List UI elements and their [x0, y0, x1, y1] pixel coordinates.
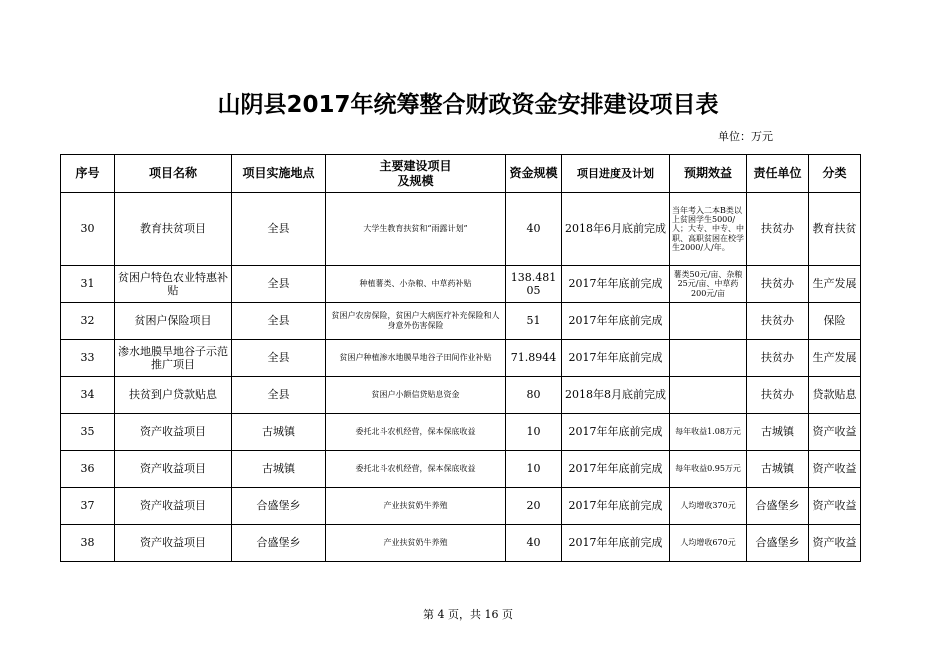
table-row [61, 266, 861, 303]
cell-name: 资产收益项目 [115, 414, 232, 451]
cell-no: 37 [61, 488, 115, 525]
cell-benefit [670, 340, 747, 377]
cell-progress: 2017年年底前完成 [562, 488, 670, 525]
cell-no: 36 [61, 451, 115, 488]
cell-name: 资产收益项目 [115, 525, 232, 562]
cell-no: 35 [61, 414, 115, 451]
cell-progress: 2017年年底前完成 [562, 340, 670, 377]
cell-benefit [670, 303, 747, 340]
unit-label: 单位：万元 [718, 130, 773, 143]
cell-benefit [670, 377, 747, 414]
cell-name: 扶贫到户贷款贴息 [115, 377, 232, 414]
cell-amount: 20 [506, 488, 562, 525]
cell-benefit: 人均增收370元 [670, 488, 747, 525]
cell-no: 38 [61, 525, 115, 562]
table-row [61, 525, 861, 562]
table-row [61, 488, 861, 525]
cell-dept: 扶贫办 [747, 377, 809, 414]
cell-name: 教育扶贫项目 [115, 193, 232, 266]
cell-content: 贫困户小额信贷贴息资金 [326, 377, 506, 414]
cell-progress: 2017年年底前完成 [562, 525, 670, 562]
header-no: 序号 [61, 155, 115, 193]
cell-no: 30 [61, 193, 115, 266]
cell-dept: 古城镇 [747, 451, 809, 488]
header-benefit: 预期效益 [670, 155, 747, 193]
cell-benefit: 当年考入二本B类以上贫困学生5000/人；大专、中专、中职、高职贫困在校学生2000/人/年。 [670, 193, 747, 266]
header-progress: 项目进度及计划 [562, 155, 670, 193]
cell-location: 合盛堡乡 [232, 488, 326, 525]
cell-amount: 71.8944 [506, 340, 562, 377]
cell-category: 生产发展 [809, 266, 861, 303]
header-row [61, 155, 861, 193]
cell-no: 31 [61, 266, 115, 303]
cell-content: 大学生教育扶贫和“雨露计划” [326, 193, 506, 266]
cell-dept: 扶贫办 [747, 303, 809, 340]
cell-content: 委托北斗农机经营，保本保底收益 [326, 414, 506, 451]
cell-progress: 2018年6月底前完成 [562, 193, 670, 266]
cell-no: 33 [61, 340, 115, 377]
cell-name: 贫困户特色农业特惠补贴 [115, 266, 232, 303]
cell-name: 资产收益项目 [115, 451, 232, 488]
cell-name: 贫困户保险项目 [115, 303, 232, 340]
header-content: 主要建设项目 及规模 [326, 155, 506, 193]
cell-dept: 合盛堡乡 [747, 525, 809, 562]
cell-progress: 2017年年底前完成 [562, 303, 670, 340]
cell-location: 古城镇 [232, 414, 326, 451]
cell-progress: 2017年年底前完成 [562, 414, 670, 451]
cell-content: 贫困户农房保险，贫困户大病医疗补充保险和人身意外伤害保险 [326, 303, 506, 340]
cell-dept: 扶贫办 [747, 266, 809, 303]
cell-location: 全县 [232, 340, 326, 377]
cell-location: 全县 [232, 303, 326, 340]
cell-benefit: 每年收益1.08万元 [670, 414, 747, 451]
cell-benefit: 每年收益0.95万元 [670, 451, 747, 488]
cell-location: 合盛堡乡 [232, 525, 326, 562]
cell-category: 教育扶贫 [809, 193, 861, 266]
cell-benefit: 薯类50元/亩、杂粮25元/亩、中草药200元/亩 [670, 266, 747, 303]
cell-content: 贫困户种植渗水地膜旱地谷子田间作业补贴 [326, 340, 506, 377]
cell-dept: 扶贫办 [747, 340, 809, 377]
table-row [61, 303, 861, 340]
cell-amount: 10 [506, 451, 562, 488]
cell-progress: 2018年8月底前完成 [562, 377, 670, 414]
cell-dept: 扶贫办 [747, 193, 809, 266]
table-row [61, 193, 861, 266]
cell-category: 保险 [809, 303, 861, 340]
header-dept: 责任单位 [747, 155, 809, 193]
cell-no: 32 [61, 303, 115, 340]
cell-name: 渗水地膜旱地谷子示范推广项目 [115, 340, 232, 377]
cell-content: 产业扶贫奶牛养殖 [326, 525, 506, 562]
cell-amount: 40 [506, 193, 562, 266]
page-title: 山阴县2017年统筹整合财政资金安排建设项目表 [217, 92, 719, 118]
cell-amount: 51 [506, 303, 562, 340]
cell-content: 种植薯类、小杂粮、中草药补贴 [326, 266, 506, 303]
cell-content: 产业扶贫奶牛养殖 [326, 488, 506, 525]
header-name: 项目名称 [115, 155, 232, 193]
cell-category: 贷款贴息 [809, 377, 861, 414]
cell-amount: 40 [506, 525, 562, 562]
table-row [61, 377, 861, 414]
cell-amount: 80 [506, 377, 562, 414]
table-row [61, 340, 861, 377]
header-location: 项目实施地点 [232, 155, 326, 193]
cell-name: 资产收益项目 [115, 488, 232, 525]
header-amount: 资金规模 [506, 155, 562, 193]
cell-dept: 古城镇 [747, 414, 809, 451]
cell-amount: 138.48105 [506, 266, 562, 303]
page-footer: 第 4 页，共 16 页 [423, 608, 513, 621]
cell-dept: 合盛堡乡 [747, 488, 809, 525]
cell-progress: 2017年年底前完成 [562, 451, 670, 488]
cell-category: 资产收益 [809, 525, 861, 562]
cell-category: 资产收益 [809, 414, 861, 451]
cell-location: 全县 [232, 266, 326, 303]
cell-location: 全县 [232, 193, 326, 266]
table-row [61, 451, 861, 488]
cell-progress: 2017年年底前完成 [562, 266, 670, 303]
cell-category: 资产收益 [809, 451, 861, 488]
cell-category: 资产收益 [809, 488, 861, 525]
cell-no: 34 [61, 377, 115, 414]
project-table [60, 154, 861, 562]
table-row [61, 414, 861, 451]
cell-category: 生产发展 [809, 340, 861, 377]
cell-location: 全县 [232, 377, 326, 414]
cell-benefit: 人均增收670元 [670, 525, 747, 562]
cell-location: 古城镇 [232, 451, 326, 488]
cell-content: 委托北斗农机经营，保本保底收益 [326, 451, 506, 488]
cell-amount: 10 [506, 414, 562, 451]
header-category: 分类 [809, 155, 861, 193]
